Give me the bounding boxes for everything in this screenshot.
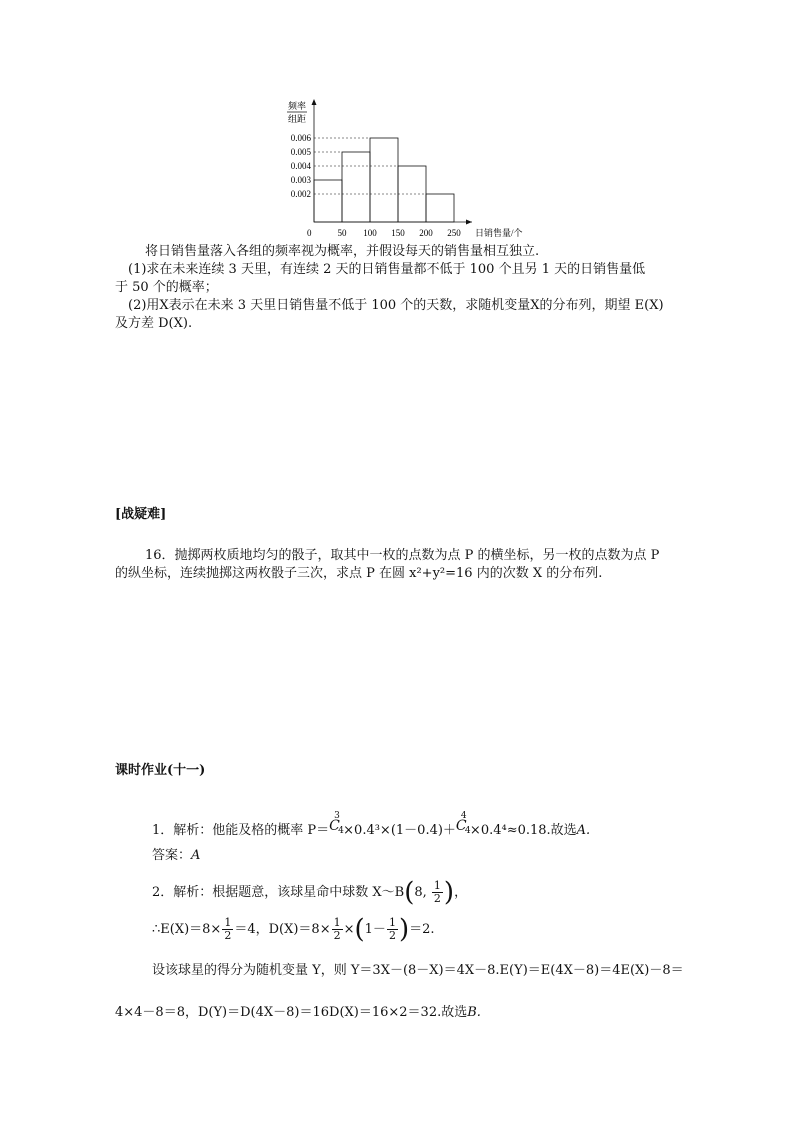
x-tick-label: 50 <box>337 228 347 238</box>
homework-title: 课时作业(十一) <box>115 763 206 778</box>
q15-intro: 将日销售量落入各组的频率视为概率，并假设每天的销售量相互独立. <box>145 244 540 259</box>
fraction-one-half: $\frac{1}{2}$ <box>224 916 232 942</box>
y-axis-label-bottom: 组距 <box>288 114 307 124</box>
x-axis-arrow <box>466 220 472 225</box>
sol1-part-b: ×0.4⁴≈0.18.故选 <box>469 823 577 838</box>
x-axis-label: 日销售量/个 <box>475 228 523 238</box>
sol2-variance-result: ＝2. <box>409 922 435 937</box>
x-tick-label: 250 <box>447 228 461 238</box>
solution-1-line <box>152 811 591 839</box>
answer-label: 答案： <box>152 848 192 863</box>
sol2-line4-text: 4×4－8＝8，D(Y)＝D(4X－8)＝16D(X)＝16×2＝32.故选 <box>115 1005 468 1020</box>
sol2-line1-suffix: ， <box>454 885 468 900</box>
sol2-times: × <box>343 922 355 937</box>
binomial-n: 8, <box>414 885 427 900</box>
frequency-histogram <box>280 95 550 240</box>
q15-part2-line2: 及方差 D(X). <box>115 316 193 331</box>
y-axis-label-top: 频率 <box>288 101 307 111</box>
answer-value: A <box>191 848 201 863</box>
sol1-part-a: ×0.4³×(1－0.4)＋ <box>343 823 456 838</box>
histogram-bar <box>426 194 454 222</box>
sol2-line1-prefix: 2．解析：根据题意，该球星命中球数 X～B <box>152 885 405 900</box>
q15-part1-line2: 于 50 个的概率； <box>115 280 218 295</box>
fraction-one-half: $\frac{1}{2}$ <box>333 916 341 942</box>
combination-c43: C 3 4 <box>329 811 344 836</box>
sol1-choice: A. <box>576 823 591 838</box>
sol2-choice: B. <box>467 1005 481 1020</box>
q15-part1-line1: (1)求在未来连续 3 天里，有连续 2 天的日销售量都不低于 100 个且另 1 天的日销售量低 <box>128 262 646 277</box>
sol1-prefix: 1．解析：他能及格的概率 P＝ <box>152 823 330 838</box>
q16-line2: 的纵坐标，连续抛掷这两枚骰子三次，求点 P 在圆 x²+y²=16 内的次数 X 的分布列. <box>115 566 603 581</box>
histogram-bar <box>314 180 342 222</box>
y-axis-arrow <box>312 99 317 105</box>
q15-part2-line1: (2)用X表示在未来 3 天里日销售量不低于 100 个的天数，求随机变量X的分布列，期望 E(X) <box>128 298 664 313</box>
solution-2-line1: 2．解析：根据题意，该球星命中球数 X～B(8, $\frac{1}{2}$ )， <box>152 877 468 908</box>
x-tick-label: 200 <box>419 228 433 238</box>
histogram-bar <box>370 138 398 222</box>
y-tick-label: 0.004 <box>290 161 311 171</box>
x-tick-label: 100 <box>363 228 377 238</box>
y-tick-label: 0.003 <box>290 175 311 185</box>
solution-2-line2: ∴E(X)＝8× $\frac{1}{2}$ ＝4，D(X)＝8× $\frac{1}{2}$ ×(1－ $\frac{1}{2}$ )＝2. <box>152 914 435 945</box>
sol2-variance-text: ＝4，D(X)＝8× <box>234 922 331 937</box>
sol2-expectation-text: ∴E(X)＝8× <box>152 922 222 937</box>
fraction-one-half: $\frac{1}{2}$ <box>433 879 441 905</box>
solution-2-line4 <box>115 1005 481 1021</box>
y-tick-label: 0.002 <box>290 189 311 199</box>
solution-2-line3: 设该球星的得分为随机变量 Y，则 Y＝3X－(8－X)＝4X－8.E(Y)＝E(4X－8)＝4E(X)－8＝ <box>152 963 684 978</box>
fraction-one-half: $\frac{1}{2}$ <box>388 916 396 942</box>
histogram-bar <box>342 152 370 222</box>
y-tick-label: 0.005 <box>290 147 311 157</box>
combination-c44: C 4 4 <box>455 811 471 836</box>
y-tick-label: 0.006 <box>290 133 311 143</box>
x-tick-label: 150 <box>391 228 405 238</box>
solution-1-answer <box>152 848 200 864</box>
q16-line1: 16．抛掷两枚质地均匀的骰子，取其中一枚的点数为点 P 的横坐标，另一枚的点数为点 P <box>145 548 660 563</box>
sol2-one-minus: 1－ <box>364 922 386 937</box>
origin-label: 0 <box>307 228 312 238</box>
section-heading-challenge: [战疑难] <box>115 507 167 522</box>
